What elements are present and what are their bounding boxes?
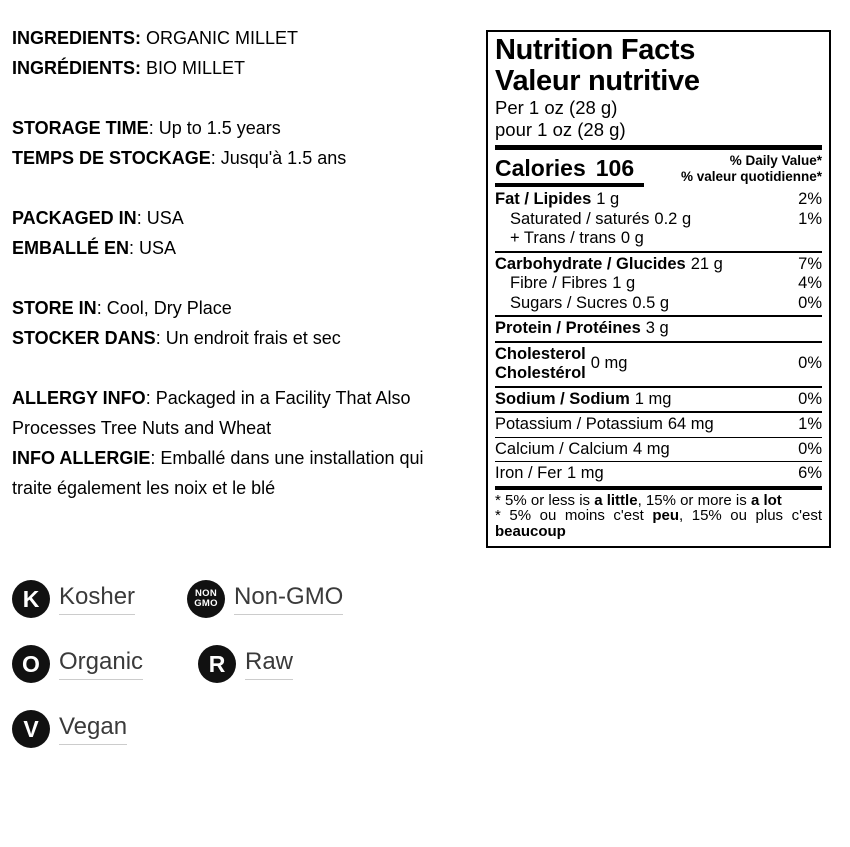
nutrient-name: Fibre / Fibres 1 g (510, 274, 636, 292)
nutrient-amount: 0 mg (590, 354, 628, 373)
nutrient-row-potassium (495, 415, 822, 435)
storage-time-group (12, 113, 464, 173)
info-value: : Cool, Dry Place (96, 298, 232, 318)
info-value: : USA (136, 208, 184, 228)
calories-row (495, 153, 822, 187)
divider (495, 315, 822, 317)
nutrient-name: Fat / Lipides 1 g (495, 190, 620, 208)
nutrition-title-fr: Valeur nutritive (495, 65, 700, 97)
divider (495, 461, 822, 462)
calories-number: 106 (595, 155, 635, 181)
footnote-en: * 5% or less is a little, 15% or more is a lot (495, 491, 782, 509)
info-line-store-en (12, 293, 464, 323)
nutrient-dv: 0% (798, 354, 822, 373)
info-line-ingredients-fr (12, 53, 464, 83)
info-label: INFO ALLERGIE (12, 448, 151, 468)
nutrition-title-en: Nutrition Facts (495, 34, 696, 66)
nutrient-dv: 7% (798, 254, 822, 273)
badge-raw (198, 645, 293, 683)
nutrient-row-saturated (495, 210, 822, 230)
info-label: STORAGE TIME (12, 118, 149, 138)
info-value: ORGANIC MILLET (141, 28, 299, 48)
nutrient-name (495, 345, 627, 384)
nutrient-name: Potassium / Potassium 64 mg (495, 415, 714, 433)
daily-value-header-fr: % valeur quotidienne* (680, 169, 822, 184)
divider (495, 386, 822, 388)
cholesterol-fr: Cholestérol (495, 364, 586, 382)
nutrient-dv: 0% (798, 439, 822, 458)
divider (495, 437, 822, 438)
info-label: INGRÉDIENTS: (12, 58, 142, 78)
info-label: ALLERGY INFO (12, 388, 146, 408)
nutrient-name: Iron / Fer 1 mg (495, 464, 604, 482)
nutrient-name: Carbohydrate / Glucides 21 g (495, 254, 723, 273)
nutrient-row-protein (495, 319, 822, 339)
serving-size-fr: pour 1 oz (28 g) (495, 119, 626, 140)
non-gmo-icon: NON GMO (187, 580, 225, 618)
divider (495, 341, 822, 343)
nutrient-dv: 0% (798, 293, 822, 312)
nutrition-facts-panel (486, 30, 831, 548)
divider-thick (495, 486, 822, 490)
divider-thick (495, 145, 822, 150)
info-value: : USA (129, 238, 177, 258)
info-label: INGREDIENTS: (12, 28, 142, 48)
badge-non-gmo (187, 580, 343, 618)
nutrient-name: Calcium / Calcium 4 mg (495, 439, 670, 458)
info-label: EMBALLÉ EN (12, 238, 129, 258)
info-value: : Emballé dans une installation qui traite également les noix et le blé (12, 448, 424, 498)
nutrient-dv: 2% (798, 190, 822, 208)
nutrient-name: Sugars / Sucres 0.5 g (510, 293, 670, 312)
info-line-packaged-en (12, 203, 464, 233)
footnote-fr: * 5% ou moins c'est peu, 15% ou plus c'est beaucoup (495, 507, 822, 540)
organic-icon: O (12, 645, 50, 683)
info-line-storage-en (12, 113, 464, 143)
badge-label-raw: Raw (245, 649, 293, 680)
info-value: : Un endroit frais et sec (155, 328, 341, 348)
info-line-ingredients-en (12, 23, 464, 53)
info-value: BIO MILLET (141, 58, 246, 78)
badge-label-organic: Organic (59, 649, 143, 680)
kosher-icon: K (12, 580, 50, 618)
nutrient-name: Protein / Protéines 3 g (495, 319, 669, 337)
info-line-store-fr (12, 323, 464, 353)
nutrient-row-sugars (495, 294, 822, 314)
calories-label: Calories (495, 155, 586, 181)
product-info-panel (12, 23, 464, 503)
nutrient-row-fibre (495, 274, 822, 294)
packaged-in-group (12, 203, 464, 263)
calories-value (495, 155, 644, 187)
info-value: : Packaged in a Facility That Also Processes Tree Nuts and Wheat (12, 388, 411, 438)
nutrient-dv: 0% (798, 389, 822, 408)
badge-label-vegan: Vegan (59, 714, 127, 745)
nutrient-dv: 1% (798, 209, 822, 228)
daily-value-header (681, 153, 822, 187)
info-line-storage-fr (12, 143, 464, 173)
info-label: TEMPS DE STOCKAGE (12, 148, 211, 168)
daily-value-footnote (495, 493, 822, 540)
serving-size-en: Per 1 oz (28 g) (495, 97, 618, 118)
daily-value-header-en: % Daily Value* (729, 153, 822, 168)
nutrient-row-cholesterol (495, 345, 822, 384)
nutrient-row-carbohydrate (495, 255, 822, 275)
vegan-icon: V (12, 710, 50, 748)
ingredients-group (12, 23, 464, 83)
nutrient-row-iron (495, 464, 822, 484)
badge-kosher (12, 580, 135, 618)
cholesterol-en: Cholesterol (495, 344, 586, 363)
info-label: STOCKER DANS (12, 328, 156, 348)
info-line-allergy-en (12, 383, 464, 443)
info-line-allergy-fr (12, 443, 464, 503)
badge-organic (12, 645, 143, 683)
nutrient-name: Sodium / Sodium 1 mg (495, 389, 672, 408)
info-value: : Up to 1.5 years (148, 118, 281, 138)
nutrient-row-fat (495, 190, 822, 210)
badge-label-kosher: Kosher (59, 584, 135, 615)
nutrient-row-trans (495, 229, 822, 249)
nutrient-name: Saturated / saturés 0.2 g (510, 209, 692, 228)
info-label: PACKAGED IN (12, 208, 137, 228)
divider (495, 411, 822, 413)
nutrient-dv: 1% (798, 415, 822, 433)
nutrient-row-sodium (495, 390, 822, 410)
badge-vegan (12, 710, 127, 748)
allergy-info-group (12, 383, 464, 503)
info-label: STORE IN (12, 298, 97, 318)
raw-icon: R (198, 645, 236, 683)
nutrient-dv: 4% (798, 274, 822, 292)
nutrient-dv: 6% (798, 464, 822, 482)
nutrient-row-calcium (495, 440, 822, 460)
info-line-packaged-fr (12, 233, 464, 263)
info-value: : Jusqu'à 1.5 ans (210, 148, 347, 168)
badge-label-non-gmo: Non-GMO (234, 584, 343, 615)
nutrient-name: + Trans / trans 0 g (510, 229, 644, 247)
divider (495, 251, 822, 253)
store-in-group (12, 293, 464, 353)
